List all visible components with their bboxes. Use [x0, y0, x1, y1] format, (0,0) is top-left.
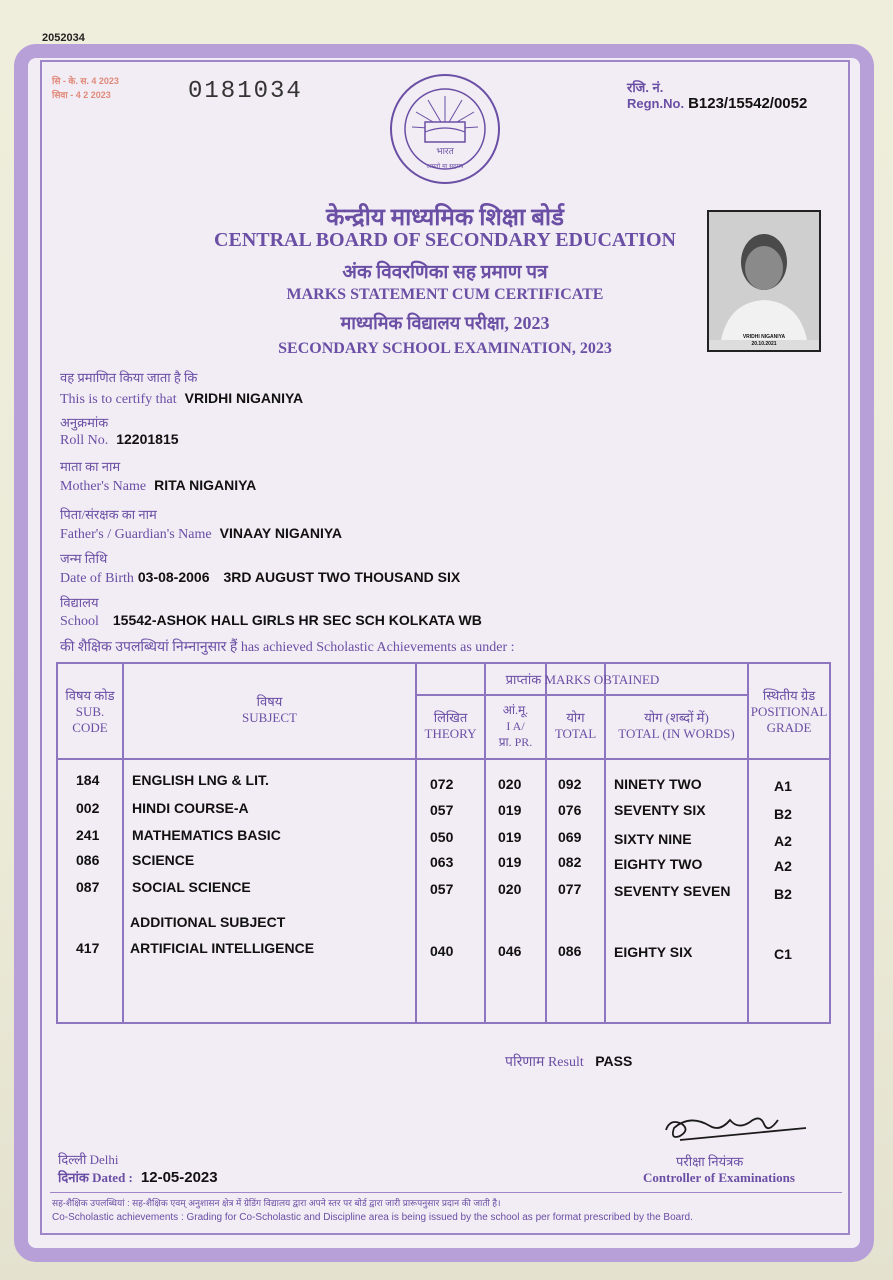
serial-number: 0181034	[188, 78, 303, 105]
svg-text:असतो मा सद्गमय: असतो मा सद्गमय	[426, 163, 464, 170]
col-grade-header: स्थितीय ग्रेड POSITIONAL GRADE	[750, 688, 828, 735]
father-label-hindi: पिता/संरक्षक का नाम	[60, 507, 157, 522]
board-name-hindi: केन्द्रीय माध्यमिक शिक्षा बोर्ड	[326, 205, 564, 231]
col-code-header: विषय कोड SUB. CODE	[65, 688, 115, 735]
father-name: VINAAY NIGANIYA	[219, 525, 343, 541]
col-theory-header: लिखित THEORY	[424, 710, 477, 741]
col-ia-header: आं.मू. I A/ प्रा. PR.	[498, 703, 533, 749]
father-line: Father's / Guardian's Name VINAAY NIGANIYA	[60, 525, 343, 542]
exam-title: SECONDARY SCHOOL EXAMINATION, 2023	[278, 340, 612, 357]
signature-icon	[660, 1100, 810, 1150]
marks-obtained-header: प्राप्तांक MARKS OBTAINED	[505, 672, 660, 687]
col-words-header: योग (शब्दों में) TOTAL (IN WORDS)	[618, 710, 735, 741]
result-value: PASS	[595, 1053, 633, 1069]
certify-label-hindi: वह प्रमाणित किया जाता है कि	[60, 370, 198, 385]
person-photo-icon	[709, 212, 819, 340]
top-number: 2052034	[42, 32, 85, 44]
footer-divider	[50, 1192, 842, 1193]
student-name: VRIDHI NIGANIYA	[184, 390, 304, 406]
regn-number: Regn.No. B123/15542/0052	[627, 95, 808, 112]
result-line: परिणाम Result PASS	[505, 1053, 633, 1070]
dob-value: 03-08-2006	[137, 569, 210, 585]
mother-label-hindi: माता का नाम	[60, 459, 121, 474]
dob-line: Date of Birth 03-08-2006 3RD AUGUST TWO THOUSAND SIX	[60, 569, 461, 586]
place: दिल्ली Delhi	[58, 1152, 119, 1167]
school-name: 15542-ASHOK HALL GIRLS HR SEC SCH KOLKATA WB	[112, 612, 482, 628]
controller-title: Controller of Examinations	[643, 1170, 795, 1185]
dob-label-hindi: जन्म तिथि	[60, 551, 108, 566]
cbse-emblem-icon	[388, 72, 502, 186]
footer-note: Co-Scholastic achievements : Grading for Co-Scholastic and Discipline area is being issued by the school as per format prescribed by the Board.	[52, 1212, 693, 1223]
col-total-header: योग TOTAL	[554, 710, 597, 741]
additional-subject-label: ADDITIONAL SUBJECT	[130, 914, 286, 930]
faded-stamp: सि - के. स. 4 2023 सिवा - 4 2 2023	[52, 76, 119, 100]
roll-line: Roll No. 12201815	[60, 431, 179, 448]
issue-date: 12-05-2023	[140, 1169, 218, 1186]
certify-line: This is to certify that VRIDHI NIGANIYA	[60, 390, 304, 407]
board-name: CENTRAL BOARD OF SECONDARY EDUCATION	[214, 229, 676, 251]
school-line: School 15542-ASHOK HALL GIRLS HR SEC SCH KOLKATA WB	[60, 612, 482, 629]
dob-words: 3RD AUGUST TWO THOUSAND SIX	[223, 569, 461, 585]
controller-title-hindi: परीक्षा नियंत्रक	[676, 1154, 744, 1169]
roll-label-hindi: अनुक्रमांक	[60, 415, 109, 430]
marks-table: विषय कोड SUB. CODE विषय SUBJECT प्राप्तांक MARKS OBTAINED लिखित THEORY आं.मू. I A/ प्रा. PR. योग TOTAL योग (शब्दों में) TOTAL (IN WORDS) स्थितीय ग्रेड POSITIONAL GRADE 184 ENGLISH LNG & LIT. 072 020 092 NINETY TWO A1 002 HINDI COURSE-A 057 019 076 SEVENTY SIX B2 241 MATHEMATICS BASIC 050 019 069 SIXTY NINE A2 086 SCIENCE 063 019 082 EIGHTY TWO A2 087 SOCIAL SCIENCE 057 020 077 SEVENTY SEVEN B2 ADDITIONAL SUBJECT 417 ARTIFICIAL INTELLIGENCE 040 046 086 EIGHTY SIX C1	[56, 662, 831, 1024]
document-title: MARKS STATEMENT CUM CERTIFICATE	[286, 286, 604, 303]
school-label-hindi: विद्यालय	[60, 595, 99, 610]
svg-text:भारत: भारत	[436, 147, 454, 157]
col-subject-header: विषय SUBJECT	[242, 694, 297, 725]
dated-line: दिनांक Dated : 12-05-2023	[58, 1169, 218, 1186]
achievements-line: की शैक्षिक उपलब्धियां निम्नानुसार हैं has achieved Scholastic Achievements as under :	[60, 640, 515, 655]
roll-number: 12201815	[116, 431, 179, 447]
mother-line: Mother's Name RITA NIGANIYA	[60, 477, 257, 494]
mother-name: RITA NIGANIYA	[154, 477, 257, 493]
regn-label-hindi: रजि. नं.	[627, 80, 664, 95]
document-title-hindi: अंक विवरणिका सह प्रमाण पत्र	[342, 262, 548, 283]
student-photo: VRIDHI NIGANIYA 20.10.2021	[707, 210, 821, 352]
footer-note-hindi: सह-शैक्षिक उपलब्धियां : सह-शैक्षिक एवम् अनुशासन क्षेत्र में ग्रेडिंग विद्यालय द्वारा अपने स्तर पर बोर्ड द्वारा जारी प्रारूपनुसार प्रदान की जाती है।	[52, 1198, 501, 1208]
exam-title-hindi: माध्यमिक विद्यालय परीक्षा, 2023	[340, 313, 550, 333]
